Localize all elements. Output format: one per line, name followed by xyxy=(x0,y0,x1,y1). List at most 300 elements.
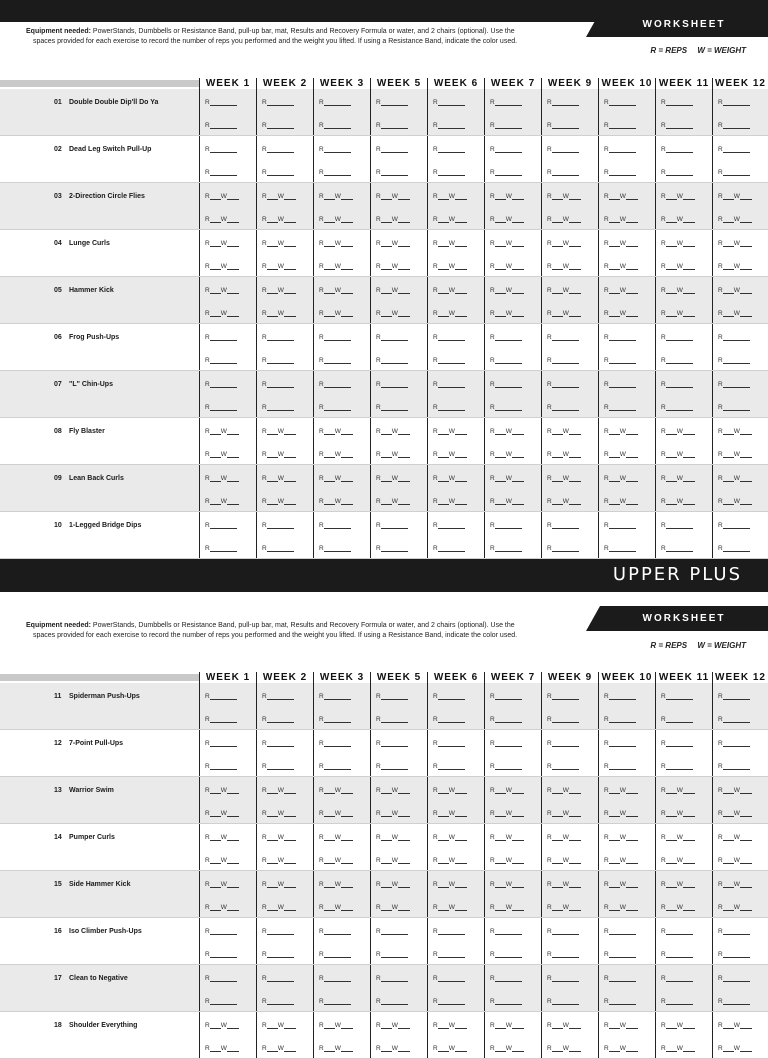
reps-weight-entry[interactable] xyxy=(661,881,695,888)
reps-weight-entry[interactable] xyxy=(376,310,410,317)
reps-entry[interactable] xyxy=(718,169,750,176)
weight-blank[interactable] xyxy=(455,810,467,817)
weight-blank[interactable] xyxy=(455,834,467,841)
entry-cell[interactable] xyxy=(256,136,313,182)
reps-entry[interactable] xyxy=(205,693,237,700)
weight-blank[interactable] xyxy=(626,193,638,200)
reps-weight-entry[interactable] xyxy=(319,216,353,223)
reps-blank[interactable] xyxy=(666,475,677,482)
reps-blank[interactable] xyxy=(609,334,636,341)
reps-weight-entry[interactable] xyxy=(262,240,296,247)
weight-blank[interactable] xyxy=(227,787,239,794)
entry-cell[interactable] xyxy=(541,136,598,182)
reps-blank[interactable] xyxy=(210,475,221,482)
reps-blank[interactable] xyxy=(723,810,734,817)
reps-blank[interactable] xyxy=(495,263,506,270)
reps-blank[interactable] xyxy=(267,310,278,317)
reps-weight-entry[interactable] xyxy=(661,287,695,294)
reps-weight-entry[interactable] xyxy=(376,1045,410,1052)
reps-blank[interactable] xyxy=(210,904,221,911)
reps-weight-entry[interactable] xyxy=(376,498,410,505)
reps-entry[interactable] xyxy=(376,122,408,129)
entry-cell[interactable] xyxy=(484,371,541,417)
reps-blank[interactable] xyxy=(609,475,620,482)
reps-entry[interactable] xyxy=(376,998,408,1005)
weight-blank[interactable] xyxy=(227,451,239,458)
reps-blank[interactable] xyxy=(381,1022,392,1029)
reps-entry[interactable] xyxy=(490,169,522,176)
weight-blank[interactable] xyxy=(569,904,581,911)
entry-cell[interactable] xyxy=(370,730,427,776)
reps-weight-entry[interactable] xyxy=(376,287,410,294)
entry-cell[interactable] xyxy=(655,418,712,464)
reps-entry[interactable] xyxy=(718,740,750,747)
weight-blank[interactable] xyxy=(740,263,752,270)
reps-blank[interactable] xyxy=(210,216,221,223)
reps-entry[interactable] xyxy=(604,99,636,106)
reps-blank[interactable] xyxy=(210,545,237,552)
reps-entry[interactable] xyxy=(319,122,351,129)
reps-weight-entry[interactable] xyxy=(661,834,695,841)
reps-entry[interactable] xyxy=(433,169,465,176)
entry-cell[interactable] xyxy=(598,465,655,511)
weight-blank[interactable] xyxy=(227,881,239,888)
entry-cell[interactable] xyxy=(655,324,712,370)
reps-blank[interactable] xyxy=(723,951,750,958)
reps-blank[interactable] xyxy=(723,169,750,176)
weight-blank[interactable] xyxy=(683,904,695,911)
reps-weight-entry[interactable] xyxy=(490,498,524,505)
reps-blank[interactable] xyxy=(267,193,278,200)
weight-blank[interactable] xyxy=(341,193,353,200)
reps-weight-entry[interactable] xyxy=(433,857,467,864)
reps-blank[interactable] xyxy=(267,904,278,911)
weight-blank[interactable] xyxy=(341,240,353,247)
reps-entry[interactable] xyxy=(490,928,522,935)
reps-blank[interactable] xyxy=(723,451,734,458)
reps-blank[interactable] xyxy=(324,169,351,176)
entry-cell[interactable] xyxy=(598,824,655,870)
reps-blank[interactable] xyxy=(723,881,734,888)
weight-blank[interactable] xyxy=(227,193,239,200)
reps-entry[interactable] xyxy=(376,146,408,153)
reps-blank[interactable] xyxy=(438,451,449,458)
reps-weight-entry[interactable] xyxy=(490,287,524,294)
weight-blank[interactable] xyxy=(683,498,695,505)
reps-entry[interactable] xyxy=(376,716,408,723)
entry-cell[interactable] xyxy=(598,918,655,964)
reps-blank[interactable] xyxy=(495,428,506,435)
entry-cell[interactable] xyxy=(313,465,370,511)
reps-blank[interactable] xyxy=(267,693,294,700)
entry-cell[interactable] xyxy=(427,683,484,729)
entry-cell[interactable] xyxy=(598,324,655,370)
reps-entry[interactable] xyxy=(262,975,294,982)
reps-weight-entry[interactable] xyxy=(490,1045,524,1052)
reps-weight-entry[interactable] xyxy=(205,881,239,888)
reps-blank[interactable] xyxy=(324,928,351,935)
weight-blank[interactable] xyxy=(227,1022,239,1029)
weight-blank[interactable] xyxy=(284,193,296,200)
reps-blank[interactable] xyxy=(324,740,351,747)
reps-entry[interactable] xyxy=(376,357,408,364)
weight-blank[interactable] xyxy=(455,216,467,223)
reps-blank[interactable] xyxy=(438,693,465,700)
reps-blank[interactable] xyxy=(666,404,693,411)
entry-cell[interactable] xyxy=(598,730,655,776)
reps-weight-entry[interactable] xyxy=(376,451,410,458)
reps-blank[interactable] xyxy=(210,334,237,341)
weight-blank[interactable] xyxy=(740,193,752,200)
entry-cell[interactable] xyxy=(712,1012,768,1058)
reps-blank[interactable] xyxy=(267,740,294,747)
reps-weight-entry[interactable] xyxy=(604,240,638,247)
reps-weight-entry[interactable] xyxy=(718,263,752,270)
reps-entry[interactable] xyxy=(604,951,636,958)
reps-entry[interactable] xyxy=(661,763,693,770)
reps-entry[interactable] xyxy=(661,545,693,552)
entry-cell[interactable] xyxy=(199,371,256,417)
reps-entry[interactable] xyxy=(205,169,237,176)
reps-blank[interactable] xyxy=(210,310,221,317)
reps-weight-entry[interactable] xyxy=(319,451,353,458)
reps-blank[interactable] xyxy=(666,904,677,911)
reps-weight-entry[interactable] xyxy=(490,263,524,270)
weight-blank[interactable] xyxy=(284,881,296,888)
reps-weight-entry[interactable] xyxy=(376,193,410,200)
reps-weight-entry[interactable] xyxy=(262,834,296,841)
reps-blank[interactable] xyxy=(495,451,506,458)
reps-blank[interactable] xyxy=(438,810,449,817)
reps-blank[interactable] xyxy=(267,522,294,529)
reps-blank[interactable] xyxy=(609,146,636,153)
reps-entry[interactable] xyxy=(319,522,351,529)
reps-blank[interactable] xyxy=(609,998,636,1005)
reps-entry[interactable] xyxy=(547,381,579,388)
reps-weight-entry[interactable] xyxy=(205,310,239,317)
reps-weight-entry[interactable] xyxy=(433,475,467,482)
reps-weight-entry[interactable] xyxy=(547,857,581,864)
entry-cell[interactable] xyxy=(313,918,370,964)
reps-weight-entry[interactable] xyxy=(604,787,638,794)
reps-entry[interactable] xyxy=(205,381,237,388)
weight-blank[interactable] xyxy=(227,216,239,223)
weight-blank[interactable] xyxy=(284,287,296,294)
weight-blank[interactable] xyxy=(398,904,410,911)
reps-weight-entry[interactable] xyxy=(661,451,695,458)
reps-entry[interactable] xyxy=(718,951,750,958)
reps-blank[interactable] xyxy=(324,998,351,1005)
reps-blank[interactable] xyxy=(267,263,278,270)
entry-cell[interactable] xyxy=(712,324,768,370)
reps-blank[interactable] xyxy=(666,740,693,747)
reps-weight-entry[interactable] xyxy=(262,451,296,458)
reps-blank[interactable] xyxy=(324,834,335,841)
reps-blank[interactable] xyxy=(552,475,563,482)
entry-cell[interactable] xyxy=(655,371,712,417)
entry-cell[interactable] xyxy=(541,277,598,323)
reps-blank[interactable] xyxy=(324,881,335,888)
reps-blank[interactable] xyxy=(495,381,522,388)
weight-blank[interactable] xyxy=(398,787,410,794)
reps-blank[interactable] xyxy=(267,475,278,482)
reps-weight-entry[interactable] xyxy=(604,857,638,864)
reps-entry[interactable] xyxy=(604,169,636,176)
reps-blank[interactable] xyxy=(210,857,221,864)
reps-weight-entry[interactable] xyxy=(604,310,638,317)
reps-entry[interactable] xyxy=(661,334,693,341)
weight-blank[interactable] xyxy=(569,857,581,864)
reps-weight-entry[interactable] xyxy=(376,240,410,247)
reps-weight-entry[interactable] xyxy=(205,240,239,247)
reps-blank[interactable] xyxy=(552,240,563,247)
reps-weight-entry[interactable] xyxy=(205,787,239,794)
reps-weight-entry[interactable] xyxy=(718,310,752,317)
reps-weight-entry[interactable] xyxy=(718,1045,752,1052)
weight-blank[interactable] xyxy=(626,1045,638,1052)
reps-entry[interactable] xyxy=(205,334,237,341)
reps-blank[interactable] xyxy=(723,834,734,841)
entry-cell[interactable] xyxy=(199,824,256,870)
entry-cell[interactable] xyxy=(484,89,541,135)
entry-cell[interactable] xyxy=(712,683,768,729)
reps-blank[interactable] xyxy=(723,975,750,982)
reps-entry[interactable] xyxy=(661,381,693,388)
reps-blank[interactable] xyxy=(210,428,221,435)
reps-blank[interactable] xyxy=(552,193,563,200)
reps-entry[interactable] xyxy=(718,99,750,106)
weight-blank[interactable] xyxy=(341,451,353,458)
reps-blank[interactable] xyxy=(267,881,278,888)
reps-blank[interactable] xyxy=(210,740,237,747)
reps-weight-entry[interactable] xyxy=(718,498,752,505)
reps-weight-entry[interactable] xyxy=(661,787,695,794)
reps-blank[interactable] xyxy=(381,99,408,106)
reps-entry[interactable] xyxy=(661,357,693,364)
reps-entry[interactable] xyxy=(205,740,237,747)
reps-blank[interactable] xyxy=(552,381,579,388)
reps-entry[interactable] xyxy=(718,693,750,700)
reps-weight-entry[interactable] xyxy=(490,216,524,223)
entry-cell[interactable] xyxy=(427,1012,484,1058)
entry-cell[interactable] xyxy=(541,1012,598,1058)
reps-blank[interactable] xyxy=(609,498,620,505)
entry-cell[interactable] xyxy=(427,277,484,323)
reps-weight-entry[interactable] xyxy=(718,857,752,864)
reps-weight-entry[interactable] xyxy=(490,810,524,817)
reps-weight-entry[interactable] xyxy=(262,881,296,888)
reps-blank[interactable] xyxy=(267,451,278,458)
reps-weight-entry[interactable] xyxy=(319,240,353,247)
reps-blank[interactable] xyxy=(438,122,465,129)
reps-blank[interactable] xyxy=(666,310,677,317)
reps-entry[interactable] xyxy=(262,146,294,153)
weight-blank[interactable] xyxy=(284,475,296,482)
reps-entry[interactable] xyxy=(376,763,408,770)
reps-entry[interactable] xyxy=(319,693,351,700)
reps-blank[interactable] xyxy=(609,904,620,911)
reps-weight-entry[interactable] xyxy=(376,904,410,911)
weight-blank[interactable] xyxy=(227,857,239,864)
reps-blank[interactable] xyxy=(666,428,677,435)
weight-blank[interactable] xyxy=(284,857,296,864)
entry-cell[interactable] xyxy=(484,871,541,917)
entry-cell[interactable] xyxy=(655,730,712,776)
weight-blank[interactable] xyxy=(227,475,239,482)
weight-blank[interactable] xyxy=(569,240,581,247)
reps-blank[interactable] xyxy=(210,975,237,982)
entry-cell[interactable] xyxy=(313,371,370,417)
entry-cell[interactable] xyxy=(541,683,598,729)
weight-blank[interactable] xyxy=(398,287,410,294)
reps-blank[interactable] xyxy=(267,287,278,294)
reps-blank[interactable] xyxy=(267,428,278,435)
reps-entry[interactable] xyxy=(661,99,693,106)
reps-entry[interactable] xyxy=(661,975,693,982)
reps-blank[interactable] xyxy=(552,787,563,794)
reps-blank[interactable] xyxy=(723,740,750,747)
weight-blank[interactable] xyxy=(569,428,581,435)
reps-weight-entry[interactable] xyxy=(604,451,638,458)
entry-cell[interactable] xyxy=(256,183,313,229)
reps-blank[interactable] xyxy=(324,240,335,247)
entry-cell[interactable] xyxy=(199,1012,256,1058)
reps-weight-entry[interactable] xyxy=(661,1022,695,1029)
weight-blank[interactable] xyxy=(341,834,353,841)
reps-entry[interactable] xyxy=(319,381,351,388)
reps-blank[interactable] xyxy=(324,857,335,864)
reps-blank[interactable] xyxy=(210,1045,221,1052)
reps-weight-entry[interactable] xyxy=(490,904,524,911)
weight-blank[interactable] xyxy=(227,810,239,817)
reps-blank[interactable] xyxy=(609,810,620,817)
reps-weight-entry[interactable] xyxy=(490,193,524,200)
reps-blank[interactable] xyxy=(438,334,465,341)
reps-entry[interactable] xyxy=(262,381,294,388)
reps-weight-entry[interactable] xyxy=(547,216,581,223)
reps-blank[interactable] xyxy=(552,216,563,223)
reps-blank[interactable] xyxy=(666,545,693,552)
reps-weight-entry[interactable] xyxy=(262,310,296,317)
reps-blank[interactable] xyxy=(381,1045,392,1052)
reps-blank[interactable] xyxy=(552,451,563,458)
reps-blank[interactable] xyxy=(324,787,335,794)
reps-entry[interactable] xyxy=(547,146,579,153)
reps-blank[interactable] xyxy=(552,404,579,411)
reps-weight-entry[interactable] xyxy=(376,810,410,817)
entry-cell[interactable] xyxy=(313,824,370,870)
entry-cell[interactable] xyxy=(427,465,484,511)
reps-weight-entry[interactable] xyxy=(319,193,353,200)
reps-blank[interactable] xyxy=(324,334,351,341)
entry-cell[interactable] xyxy=(598,136,655,182)
weight-blank[interactable] xyxy=(455,310,467,317)
reps-blank[interactable] xyxy=(495,498,506,505)
weight-blank[interactable] xyxy=(284,787,296,794)
reps-blank[interactable] xyxy=(723,498,734,505)
entry-cell[interactable] xyxy=(199,277,256,323)
reps-blank[interactable] xyxy=(210,787,221,794)
weight-blank[interactable] xyxy=(455,240,467,247)
reps-blank[interactable] xyxy=(495,122,522,129)
reps-blank[interactable] xyxy=(666,240,677,247)
reps-weight-entry[interactable] xyxy=(604,287,638,294)
reps-blank[interactable] xyxy=(609,857,620,864)
reps-blank[interactable] xyxy=(267,834,278,841)
reps-blank[interactable] xyxy=(609,451,620,458)
reps-entry[interactable] xyxy=(319,998,351,1005)
weight-blank[interactable] xyxy=(455,1022,467,1029)
reps-entry[interactable] xyxy=(490,740,522,747)
reps-blank[interactable] xyxy=(495,1022,506,1029)
entry-cell[interactable] xyxy=(256,965,313,1011)
reps-blank[interactable] xyxy=(723,287,734,294)
reps-entry[interactable] xyxy=(433,334,465,341)
reps-blank[interactable] xyxy=(552,740,579,747)
reps-blank[interactable] xyxy=(666,1045,677,1052)
reps-blank[interactable] xyxy=(723,545,750,552)
reps-blank[interactable] xyxy=(210,381,237,388)
weight-blank[interactable] xyxy=(683,834,695,841)
entry-cell[interactable] xyxy=(712,230,768,276)
reps-blank[interactable] xyxy=(495,928,522,935)
reps-blank[interactable] xyxy=(609,216,620,223)
weight-blank[interactable] xyxy=(341,1045,353,1052)
entry-cell[interactable] xyxy=(655,230,712,276)
reps-blank[interactable] xyxy=(438,998,465,1005)
weight-blank[interactable] xyxy=(455,428,467,435)
reps-blank[interactable] xyxy=(723,787,734,794)
reps-blank[interactable] xyxy=(609,951,636,958)
reps-entry[interactable] xyxy=(490,693,522,700)
reps-weight-entry[interactable] xyxy=(490,881,524,888)
reps-blank[interactable] xyxy=(381,122,408,129)
entry-cell[interactable] xyxy=(313,965,370,1011)
reps-weight-entry[interactable] xyxy=(433,310,467,317)
reps-weight-entry[interactable] xyxy=(205,810,239,817)
reps-weight-entry[interactable] xyxy=(205,498,239,505)
reps-blank[interactable] xyxy=(438,716,465,723)
reps-weight-entry[interactable] xyxy=(661,193,695,200)
reps-entry[interactable] xyxy=(718,404,750,411)
entry-cell[interactable] xyxy=(199,918,256,964)
weight-blank[interactable] xyxy=(683,787,695,794)
reps-blank[interactable] xyxy=(438,498,449,505)
weight-blank[interactable] xyxy=(512,428,524,435)
reps-entry[interactable] xyxy=(376,334,408,341)
weight-blank[interactable] xyxy=(284,216,296,223)
entry-cell[interactable] xyxy=(598,230,655,276)
reps-blank[interactable] xyxy=(723,146,750,153)
reps-entry[interactable] xyxy=(376,169,408,176)
reps-entry[interactable] xyxy=(718,998,750,1005)
entry-cell[interactable] xyxy=(598,965,655,1011)
reps-blank[interactable] xyxy=(210,193,221,200)
reps-blank[interactable] xyxy=(267,334,294,341)
reps-weight-entry[interactable] xyxy=(376,263,410,270)
reps-entry[interactable] xyxy=(661,740,693,747)
reps-blank[interactable] xyxy=(438,263,449,270)
reps-blank[interactable] xyxy=(324,975,351,982)
reps-entry[interactable] xyxy=(205,99,237,106)
reps-blank[interactable] xyxy=(210,169,237,176)
reps-blank[interactable] xyxy=(267,99,294,106)
reps-blank[interactable] xyxy=(267,146,294,153)
entry-cell[interactable] xyxy=(427,824,484,870)
reps-blank[interactable] xyxy=(666,787,677,794)
reps-entry[interactable] xyxy=(376,99,408,106)
entry-cell[interactable] xyxy=(256,1012,313,1058)
